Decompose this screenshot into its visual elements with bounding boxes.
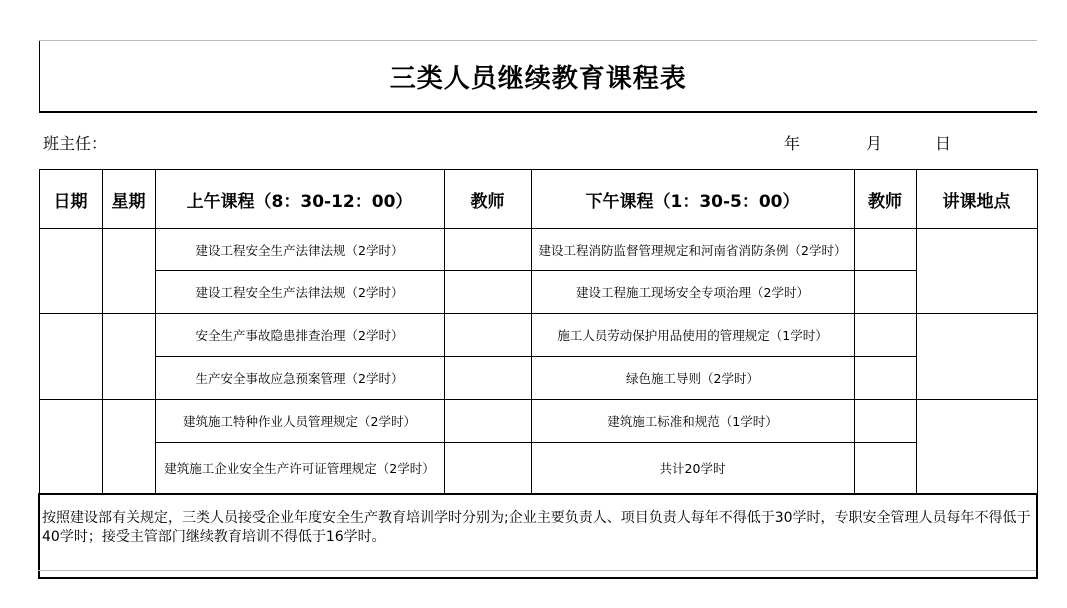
note-row	[39, 494, 1037, 578]
teacher-cell[interactable]	[444, 443, 531, 494]
schedule-sheet	[38, 40, 1036, 579]
afternoon-course-cell[interactable]: 绿色施工导则（2学时）	[531, 357, 854, 400]
header-afternoon: 下午课程（1：30-5：00）	[531, 170, 854, 229]
afternoon-course-cell[interactable]: 建设工程消防监督管理规定和河南省消防条例（2学时）	[531, 229, 854, 271]
date-cell[interactable]	[39, 229, 102, 314]
weekday-cell[interactable]	[102, 229, 155, 314]
page-title: 三类人员继续教育课程表	[39, 41, 1037, 113]
day-label: 日	[935, 134, 952, 153]
teacher-cell[interactable]	[854, 271, 916, 314]
table-row	[39, 357, 1037, 400]
morning-course-cell[interactable]: 建设工程安全生产法律法规（2学时）	[155, 271, 444, 314]
note-text[interactable]: 按照建设部有关规定，三类人员接受企业年度安全生产教育培训学时分别为;企业主要负责人、项目负责人每年不得低于30学时，专职安全管理人员每年不得低于40学时；接受主管部门继续教育培训不得低于16学时。	[39, 494, 1037, 578]
header-location: 讲课地点	[916, 170, 1037, 229]
table-row	[39, 229, 1037, 271]
location-cell[interactable]	[916, 400, 1037, 494]
header-weekday: 星期	[102, 170, 155, 229]
info-row	[39, 112, 1037, 170]
morning-course-cell[interactable]: 建筑施工企业安全生产许可证管理规定（2学时）	[155, 443, 444, 494]
teacher-cell[interactable]	[444, 229, 531, 271]
afternoon-course-cell[interactable]: 施工人员劳动保护用品使用的管理规定（1学时）	[531, 314, 854, 357]
weekday-cell[interactable]	[102, 400, 155, 494]
morning-course-cell[interactable]: 安全生产事故隐患排查治理（2学时）	[155, 314, 444, 357]
teacher-cell[interactable]	[854, 314, 916, 357]
afternoon-course-cell[interactable]: 建设工程施工现场安全专项治理（2学时）	[531, 271, 854, 314]
teacher-cell[interactable]	[444, 400, 531, 443]
table-row	[39, 400, 1037, 443]
year-label: 年	[784, 134, 801, 153]
morning-course-cell[interactable]: 建筑施工特种作业人员管理规定（2学时）	[155, 400, 444, 443]
teacher-cell[interactable]	[854, 357, 916, 400]
header-teacher-afternoon: 教师	[854, 170, 916, 229]
weekday-cell[interactable]	[102, 314, 155, 400]
teacher-cell[interactable]	[854, 400, 916, 443]
month-label: 月	[866, 134, 883, 153]
teacher-cell[interactable]	[444, 357, 531, 400]
title-row	[39, 41, 1037, 113]
location-cell[interactable]	[916, 314, 1037, 400]
morning-course-cell[interactable]: 生产安全事故应急预案管理（2学时）	[155, 357, 444, 400]
info-cell[interactable]	[39, 112, 1037, 170]
course-schedule-table	[38, 40, 1038, 579]
table-row	[39, 443, 1037, 494]
teacher-cell[interactable]	[444, 314, 531, 357]
table-row	[39, 314, 1037, 357]
teacher-cell[interactable]	[444, 271, 531, 314]
sheet-bottom-line	[38, 570, 1036, 571]
date-cell[interactable]	[39, 400, 102, 494]
header-morning: 上午课程（8：30-12：00）	[155, 170, 444, 229]
header-teacher-morning: 教师	[444, 170, 531, 229]
teacher-cell[interactable]	[854, 229, 916, 271]
afternoon-course-cell[interactable]: 建筑施工标准和规范（1学时）	[531, 400, 854, 443]
header-date: 日期	[39, 170, 102, 229]
header-row	[39, 170, 1037, 229]
morning-course-cell[interactable]: 建设工程安全生产法律法规（2学时）	[155, 229, 444, 271]
date-cell[interactable]	[39, 314, 102, 400]
location-cell[interactable]	[916, 229, 1037, 314]
table-row	[39, 271, 1037, 314]
teacher-cell[interactable]	[854, 443, 916, 494]
afternoon-course-cell[interactable]: 共计20学时	[531, 443, 854, 494]
head-teacher-label: 班主任：	[43, 134, 108, 153]
